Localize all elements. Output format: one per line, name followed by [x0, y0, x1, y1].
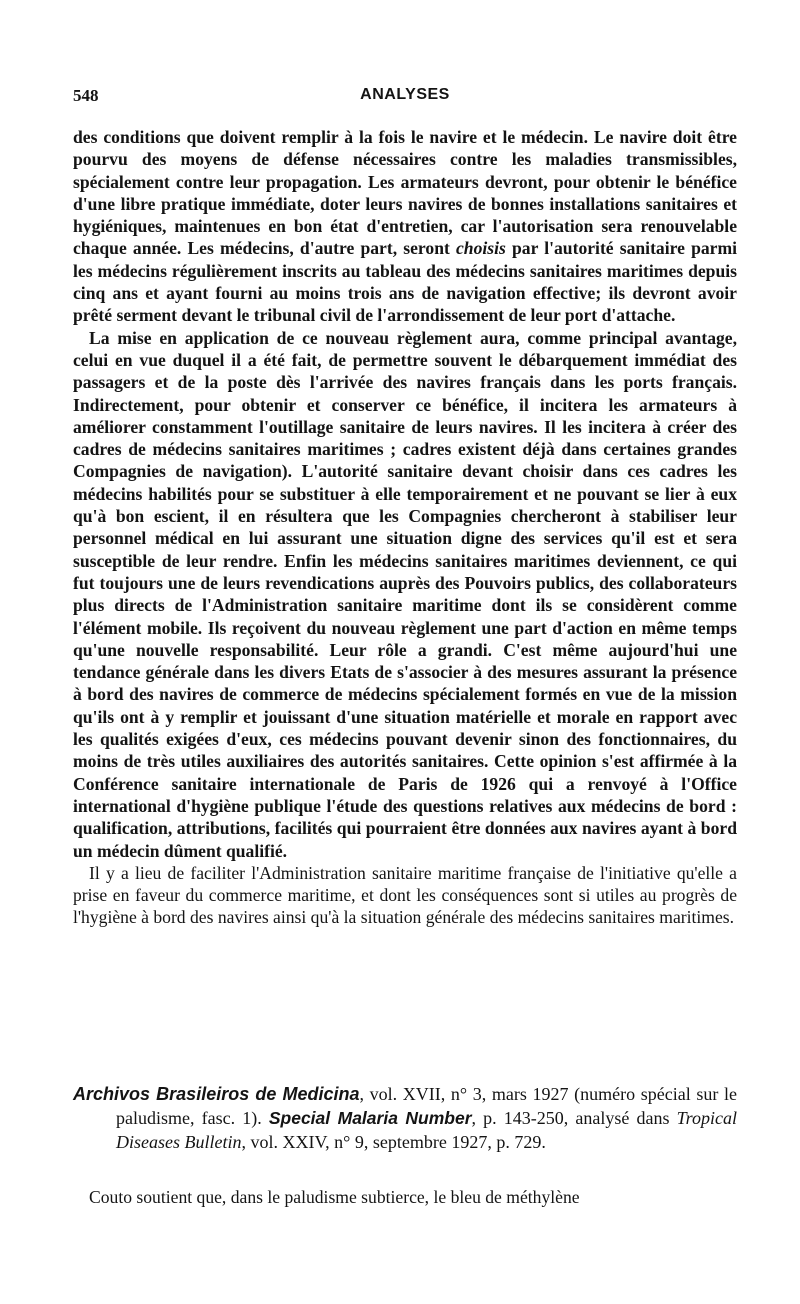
journal-details: , vol. XVII, n° 3, mars 1927 (numéro spécial sur le paludisme, fasc. 1). — [116, 1084, 737, 1128]
paragraph-1 — [73, 126, 737, 327]
running-title: ANALYSES — [360, 86, 450, 103]
page-range: , p. 143-250, analysé dans — [471, 1108, 677, 1128]
special-issue-title: Special Malaria Number — [268, 1108, 472, 1128]
paragraph-3: Il y a lieu de faciliter l'Administration sanitaire maritime française de l'initiative qu'elle a prise en faveur du commerce maritime, et dont les conséquences sont si utiles au progrès de l'hygiène à bord des navires ainsi qu'à la situation générale des médecins sanitaires maritimes. — [73, 862, 737, 928]
page-number: 548 — [73, 86, 99, 105]
bulletin-title: Tropical Diseases Bulletin — [116, 1108, 737, 1152]
bibliographic-reference — [73, 1082, 737, 1154]
paragraph-1-start: des conditions que doivent remplir à la fois le navire et le médecin. Le navire doit être pourvu des moyens de défense nécessaires contre les maladies transmissibles, spécialement contre leur propagation. Les armateurs devront, pour obtenir le bénéfice d'une libre pratique immédiate, doter leurs navires de bonnes installations sanitaires et hygiéniques, maintenues en bon état d'entretien, car l'autorisation sera renouvelable chaque année. Les médecins, d'autre part, seront — [73, 127, 737, 259]
reference-entry — [73, 1082, 737, 1154]
article-body — [73, 126, 737, 929]
analysis-text: Couto soutient que, dans le paludisme subtierce, le bleu de méthylène — [89, 1187, 580, 1207]
paragraph-1-end: par l'autorité sanitaire parmi les médecins régulièrement inscrits au tableau des médecins sanitaires maritimes depuis cinq ans et ayant fourni au moins trois ans de navigation effective; ils devront avoir prêté serment devant le tribunal civil de l'arrondissement de leur port d'attache. — [73, 238, 737, 326]
paragraph-1-italic: choisis — [456, 238, 506, 259]
page-header — [73, 86, 737, 116]
paragraph-2: La mise en application de ce nouveau règlement aura, comme principal avantage, celui en vue duquel il a été fait, de permettre souvent le débarquement immédiat des passagers et de la poste dès l'arrivée des navires français dans les ports français. Indirectement, pour obtenir et conserver ce bénéfice, il incitera les armateurs à améliorer constamment l'outillage sanitaire de leurs navires. Il les incitera à créer des cadres de médecins sanitaires maritimes ; cadres existent déjà dans certaines grandes Compagnies de navigation). L'autorité sanitaire devant choisir dans ces cadres les médecins habilités pour se substituer à elle temporairement et ne pouvant se lier à eux qu'à bon escient, il en résultera que les Compagnies chercheront à stabiliser leur personnel médical en lui assurant une situation digne des services qu'il est et sera susceptible de leur rendre. Enfin les médecins sanitaires maritimes deviennent, ce qui fut toujours une de leurs revendications auprès des Pouvoirs publics, des collaborateurs plus directs de l'Administration sanitaire maritime dont ils se considèrent comme l'élément mobile. Ils reçoivent du nouveau règlement une part d'action en même temps qu'une nouvelle responsabilité. Leur rôle a grandi. C'est même aujourd'hui une tendance générale dans les divers Etats de s'associer à des mesures assurant la présence à bord des navires de commerce de médecins spécialement formés en vue de la mission qu'ils ont à y remplir et jouissant d'une situation matérielle et morale en rapport avec les qualités exigées d'eux, ces médecins pouvant devenir sinon des fonctionnaires, du moins de très utiles auxiliaires des autorités sanitaires. Cette opinion s'est affirmée à la Conférence sanitaire internationale de Paris de 1926 qui a renvoyé à l'Office international d'hygiène publique l'étude des questions relatives aux médecins de bord : qualification, attributions, facilités qui pourraient être données aux navires ayant à bord un médecin dûment qualifié. — [73, 327, 737, 861]
analysis-paragraph — [73, 1186, 737, 1208]
bulletin-details: , vol. XXIV, n° 9, septembre 1927, p. 729. — [241, 1132, 546, 1152]
journal-title: Archivos Brasileiros de Medicina — [73, 1084, 360, 1104]
